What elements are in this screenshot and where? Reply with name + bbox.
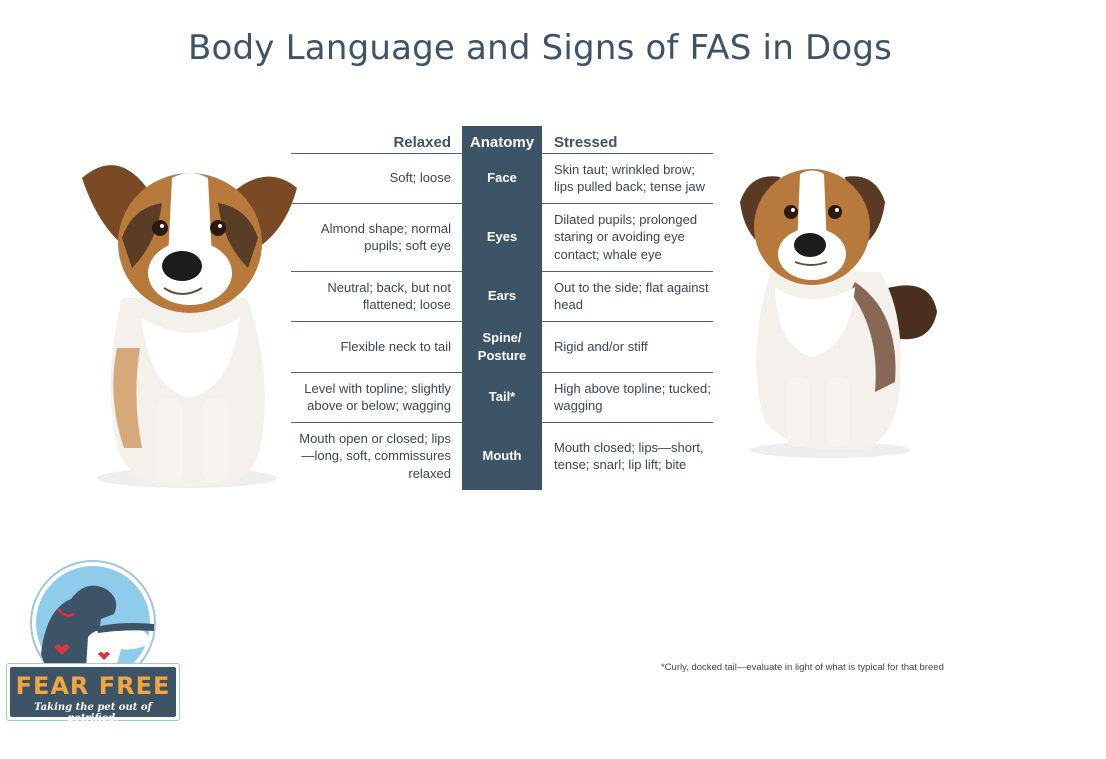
tail-footnote: *Curly, docked tail—evaluate in light of what is typical for that breed bbox=[661, 662, 944, 673]
relaxed-cell: Mouth open or closed; lips—long, soft, commissures relaxed bbox=[299, 430, 451, 481]
relaxed-cell: Neutral; back, but not flattened; loose bbox=[327, 279, 451, 312]
stressed-dog-image bbox=[715, 162, 945, 462]
table-row-spine-posture bbox=[291, 321, 713, 372]
table-row-tail bbox=[291, 372, 713, 422]
relaxed-header: Relaxed bbox=[393, 134, 451, 151]
logo-wordmark bbox=[6, 663, 180, 724]
anatomy-cell: Eyes bbox=[486, 229, 518, 244]
relaxed-cell: Soft; loose bbox=[389, 170, 451, 186]
page-title: Body Language and Signs of FAS in Dogs bbox=[188, 28, 893, 68]
relaxed-cell: Level with topline; slightly above or below; wagging bbox=[304, 380, 451, 413]
stressed-cell: Mouth closed; lips—short, tense; snarl; lip lift; bite bbox=[554, 439, 704, 472]
anatomy-cell: Tail* bbox=[488, 389, 516, 404]
anatomy-cell: Ears bbox=[487, 288, 517, 303]
table-row-ears bbox=[291, 271, 713, 321]
table-row-face bbox=[291, 153, 713, 203]
stressed-cell: Dilated pupils; prolonged staring or avoiding eye contact; whale eye bbox=[554, 211, 698, 262]
stressed-cell: Skin taut; wrinkled brow; lips pulled back; tense jaw bbox=[554, 161, 706, 194]
anatomy-header: Anatomy bbox=[469, 134, 535, 151]
anatomy-cell: Face bbox=[487, 170, 517, 185]
logo-emblem-icon bbox=[26, 559, 160, 677]
fear-free-logo bbox=[6, 559, 180, 724]
relaxed-cell: Flexible neck to tail bbox=[340, 338, 451, 354]
anatomy-cell: Spine/ Posture bbox=[477, 329, 527, 363]
logo-tagline: Taking the pet out of petrified. bbox=[34, 702, 152, 724]
anatomy-cell: Mouth bbox=[482, 448, 522, 463]
stressed-cell: Out to the side; flat against head bbox=[554, 279, 709, 312]
stressed-header: Stressed bbox=[554, 134, 618, 151]
table-row-mouth bbox=[291, 422, 713, 490]
relaxed-cell: Almond shape; normal pupils; soft eye bbox=[320, 220, 451, 253]
stressed-cell: High above topline; tucked; wagging bbox=[554, 380, 711, 413]
table-row-eyes bbox=[291, 203, 713, 271]
stressed-cell: Rigid and/or stiff bbox=[554, 338, 648, 354]
logo-name: FEAR FREE bbox=[15, 672, 171, 700]
relaxed-dog-image bbox=[62, 148, 302, 498]
